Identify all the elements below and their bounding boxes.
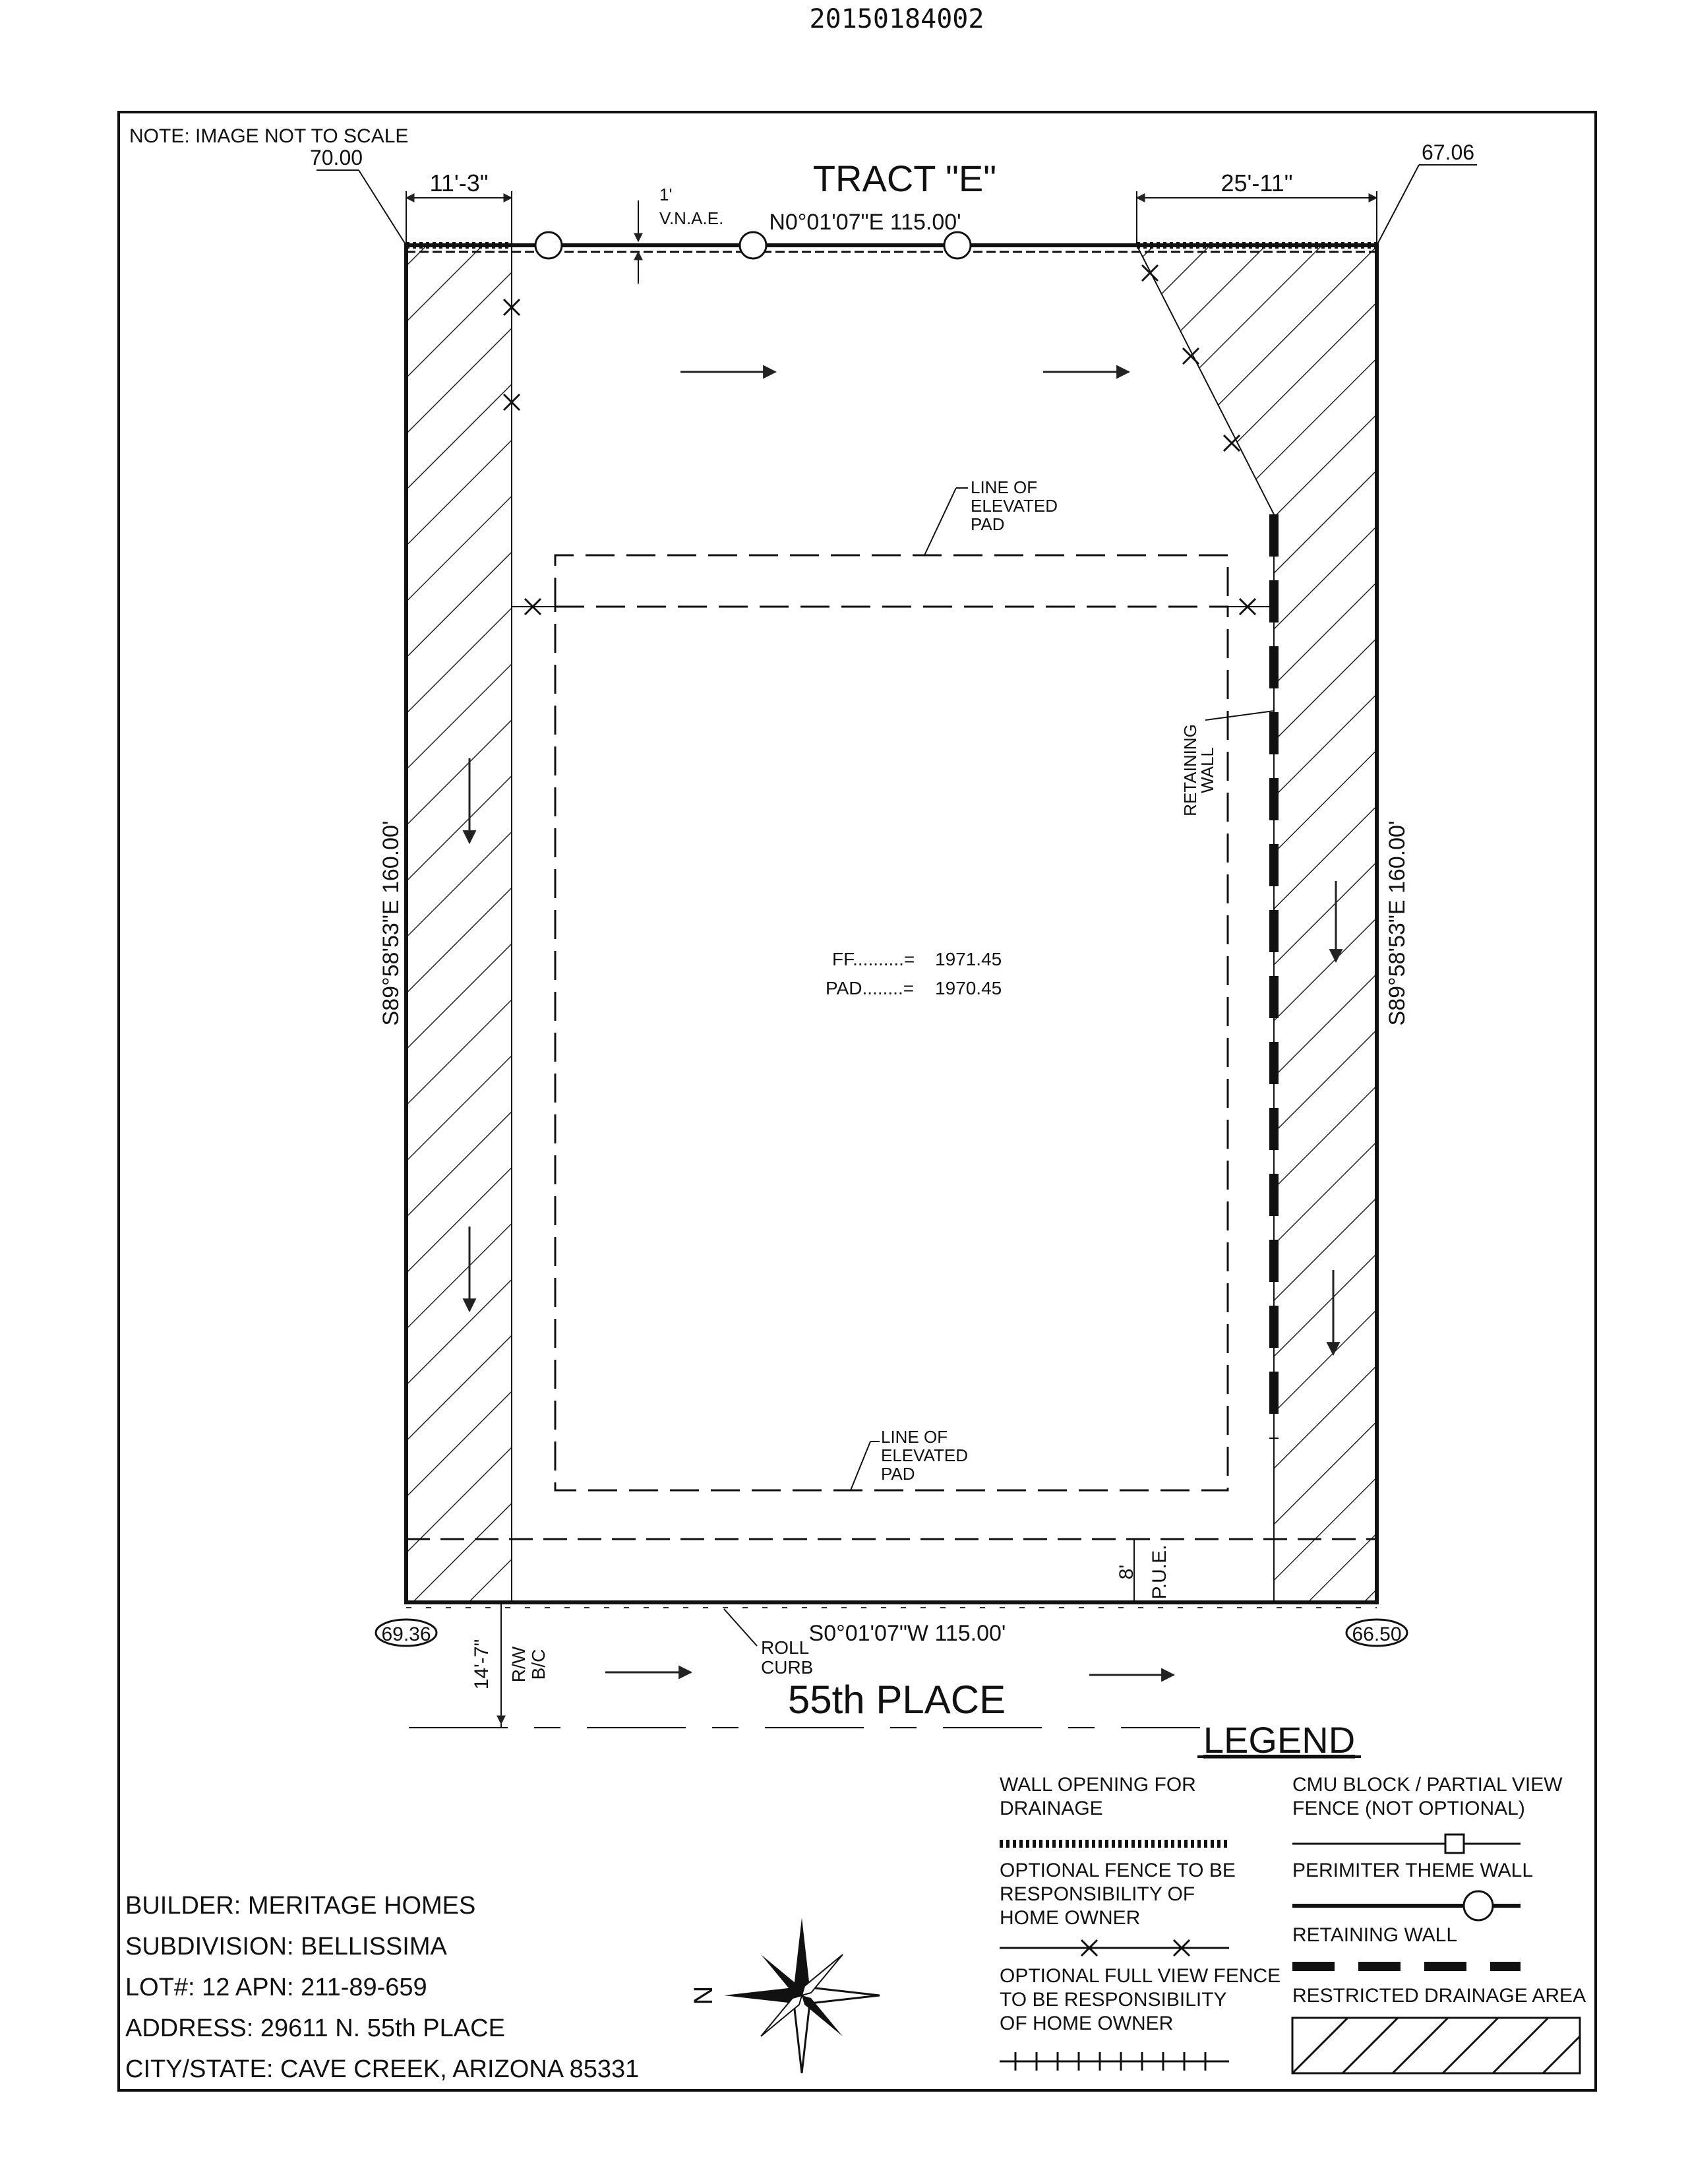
ff-label: FF..........=	[832, 949, 915, 969]
se-elevation: 66.50	[1352, 1623, 1402, 1645]
legend-full-view-line1: OPTIONAL FULL VIEW FENCE	[1000, 1965, 1281, 1987]
legend	[1000, 1719, 1586, 2073]
legend-restricted-symbol	[1292, 2018, 1580, 2073]
pue-label: P.U.E.	[1149, 1544, 1170, 1600]
compass-north-label: N	[689, 1986, 718, 2005]
pad-top-line2: ELEVATED	[971, 496, 1058, 516]
city-state-text: CITY/STATE: CAVE CREEK, ARIZONA 85331	[125, 2055, 640, 2083]
address-text: ADDRESS: 29611 N. 55th PLACE	[125, 2015, 505, 2042]
east-bearing: S89°58'53"E 160.00'	[1385, 820, 1410, 1026]
pad-bottom-line1: LINE OF	[881, 1427, 948, 1447]
roll-curb-line2: CURB	[761, 1657, 814, 1678]
pad-top-line1: LINE OF	[971, 477, 1038, 497]
pad-label: PAD........=	[826, 978, 915, 998]
north-bearing: N0°01'07"E 115.00'	[769, 210, 961, 235]
nw-elevation: 70.00	[309, 146, 363, 169]
document-number: 20150184002	[809, 4, 984, 34]
pad-bottom-callout	[851, 1427, 968, 1490]
pad-top-line3: PAD	[971, 514, 1005, 534]
legend-restricted-label: RESTRICTED DRAINAGE AREA	[1292, 1985, 1586, 2007]
legend-optional-fence-symbol	[1000, 1940, 1229, 1956]
legend-full-view-line2: TO BE RESPONSIBILITY	[1000, 1989, 1227, 2011]
elevated-pad	[555, 555, 1228, 1490]
legend-title: LEGEND	[1203, 1719, 1356, 1761]
legend-cmu-line1: CMU BLOCK / PARTIAL VIEW	[1292, 1774, 1563, 1796]
legend-cmu-symbol	[1292, 1835, 1521, 1853]
roll-curb-callout	[724, 1609, 813, 1678]
vnae-dim: 1'	[659, 185, 673, 204]
lot-info-block	[125, 1892, 639, 2083]
retaining-label-line2: WALL	[1197, 747, 1217, 793]
subdivision-text: SUBDIVISION: BELLISSIMA	[125, 1933, 447, 1960]
street-name: 55th PLACE	[787, 1678, 1006, 1722]
builder-text: BUILDER: MERITAGE HOMES	[125, 1892, 476, 1920]
west-bearing: S89°58'53"E 160.00'	[378, 820, 404, 1026]
legend-perimeter-symbol	[1292, 1891, 1521, 1920]
legend-perimeter-label: PERIMITER THEME WALL	[1292, 1860, 1534, 1881]
legend-wall-opening-line1: WALL OPENING FOR	[1000, 1774, 1196, 1796]
south-bearing: S0°01'07"W 115.00'	[808, 1621, 1006, 1646]
pad-value: 1970.45	[935, 978, 1002, 998]
legend-retaining-label: RETAINING WALL	[1292, 1924, 1458, 1946]
legend-cmu-line2: FENCE (NOT OPTIONAL)	[1292, 1798, 1525, 1819]
sw-elevation: 69.36	[381, 1623, 431, 1645]
tract-label: TRACT "E"	[812, 158, 997, 199]
restricted-drainage-areas	[406, 245, 1377, 1602]
retaining-label-line1: RETAINING	[1180, 724, 1200, 816]
compass-rose-icon	[724, 1918, 880, 2073]
nw-setback-dim: 11'-3"	[429, 169, 489, 197]
ff-value: 1971.45	[935, 949, 1002, 969]
east-drainage-hatch	[1137, 245, 1377, 1602]
rw-label: R/W	[508, 1646, 529, 1683]
pad-bottom-line3: PAD	[881, 1464, 915, 1484]
rw-dim: 14'-7"	[471, 1639, 493, 1690]
bc-label: B/C	[528, 1649, 549, 1680]
legend-wall-opening-line2: DRAINAGE	[1000, 1798, 1103, 1819]
roll-curb-line1: ROLL	[761, 1637, 810, 1658]
lot-apn-text: LOT#: 12 APN: 211-89-659	[125, 1974, 427, 2001]
vnae-label: V.N.A.E.	[659, 208, 724, 228]
legend-optional-fence-line2: RESPONSIBILITY OF	[1000, 1883, 1195, 1905]
pad-bottom-line2: ELEVATED	[881, 1445, 968, 1465]
ne-setback-dim: 25'-11"	[1221, 169, 1293, 197]
legend-optional-fence-line3: HOME OWNER	[1000, 1907, 1141, 1929]
pad-top-callout	[924, 477, 1058, 555]
ne-elevation: 67.06	[1421, 140, 1475, 164]
scale-note: NOTE: IMAGE NOT TO SCALE	[129, 125, 409, 147]
west-drainage-hatch	[406, 245, 512, 1602]
pue-dim: 8'	[1116, 1564, 1137, 1580]
legend-optional-fence-line1: OPTIONAL FENCE TO BE	[1000, 1860, 1236, 1881]
legend-full-view-symbol	[1000, 2052, 1229, 2071]
lot-boundary	[406, 245, 1377, 1602]
legend-full-view-line3: OF HOME OWNER	[1000, 2013, 1174, 2034]
optional-fence-marks	[504, 245, 1274, 615]
